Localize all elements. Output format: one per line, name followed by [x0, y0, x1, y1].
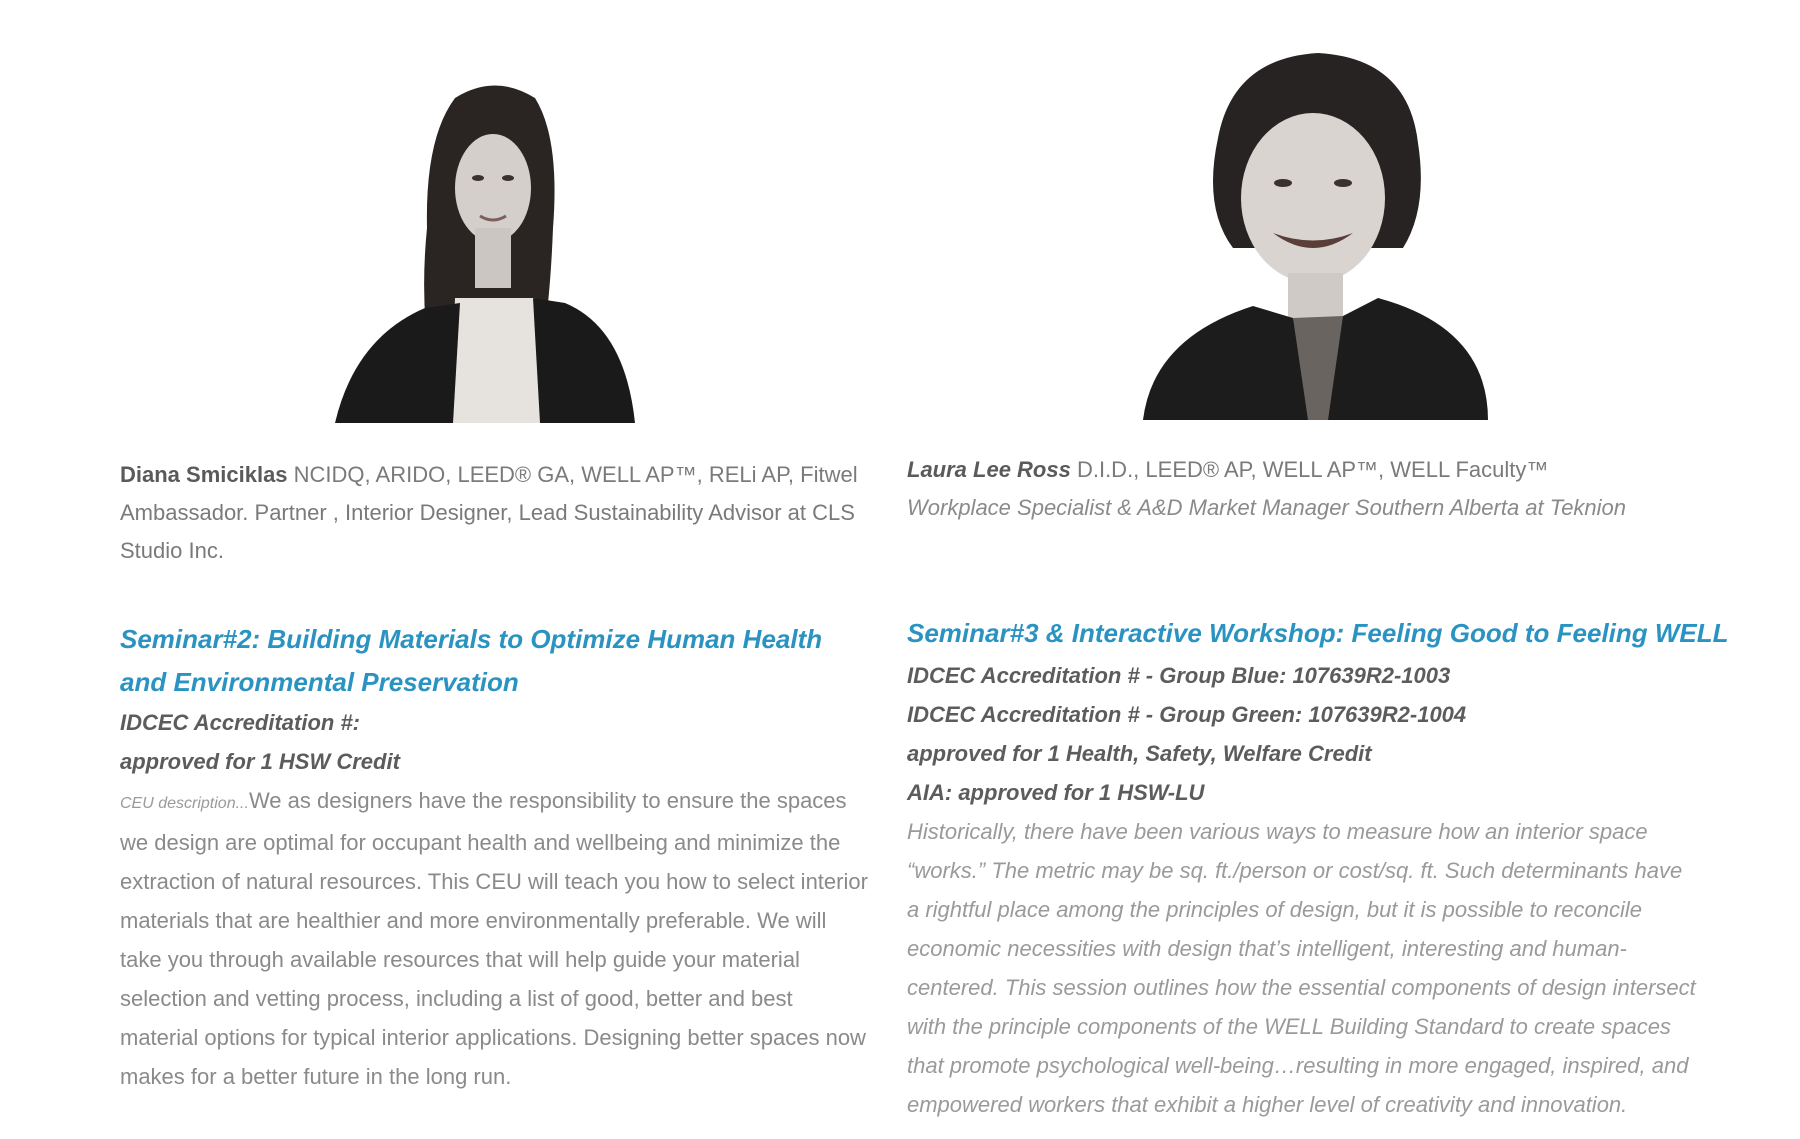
portrait-image: [1143, 48, 1488, 420]
ceu-prefix: CEU description...: [120, 795, 249, 812]
accreditation-line: IDCEC Accreditation # - Group Green: 107639R2-1004: [907, 702, 1467, 727]
accreditation-line: AIA: approved for 1 HSW-LU: [907, 780, 1205, 805]
accreditation-list: [120, 703, 872, 781]
accreditation-line: approved for 1 Health, Safety, Welfare Credit: [907, 741, 1372, 766]
accreditation-line: IDCEC Accreditation # - Group Blue: 107639R2-1003: [907, 663, 1451, 688]
seminar-title: Seminar#3 & Interactive Workshop: Feeling Good to Feeling WELL: [907, 618, 1729, 648]
seminar-description: Historically, there have been various ways to measure how an interior space “works.” The metric may be sq. ft./person or cost/sq. ft. Such determinants have a rightful place among the principles of design, but it is possible to reconcile economic necessities with design that’s intelligent, interesting and human-centered. This session outlines how the essential components of design intersect with the principle components of the WELL Building Standard to create spaces that promote psychological well-being…resulting in more engaged, inspired, and empowered workers that exhibit a higher level of creativity and innovation.: [907, 819, 1696, 1117]
speaker-credentials: NCIDQ, ARIDO, LEED® GA, WELL AP™, RELi AP, Fitwel Ambassador. Partner , Interior Designer, Lead Sustainability Advisor at CLS Studio Inc.: [120, 462, 858, 563]
speaker-title: Workplace Specialist & A&D Market Manager Southern Alberta at Teknion: [907, 495, 1627, 520]
speaker-bio-laura: [907, 451, 1697, 527]
speaker-bio-diana: [120, 456, 872, 570]
speaker-photo-laura: [1143, 48, 1488, 420]
description-text: We as designers have the responsibility to ensure the spaces we design are optimal for occupant health and wellbeing and minimize the extraction of natural resources. This CEU will teach you how to select interior materials that are healthier and more environmentally preferable. We will take you through available resources that will help guide your material selection and vetting process, including a list of good, better and best material options for typical interior applications. Designing better spaces now makes for a better future in the long run.: [120, 788, 868, 1089]
accreditation-list: [907, 656, 1697, 812]
speaker-name: Laura Lee Ross: [907, 457, 1071, 482]
accreditation-line: approved for 1 HSW Credit: [120, 749, 400, 774]
seminar-title: Seminar#2: Building Materials to Optimize Human Health and Environmental Preservation: [120, 624, 823, 697]
seminar-description: [120, 781, 872, 1096]
speaker-credentials: D.I.D., LEED® AP, WELL AP™, WELL Faculty™: [1070, 457, 1549, 482]
speaker-name: Diana Smiciklas: [120, 462, 288, 487]
portrait-image: [335, 78, 635, 423]
accreditation-line: IDCEC Accreditation #:: [120, 710, 361, 735]
speaker-photo-diana: [335, 78, 635, 423]
